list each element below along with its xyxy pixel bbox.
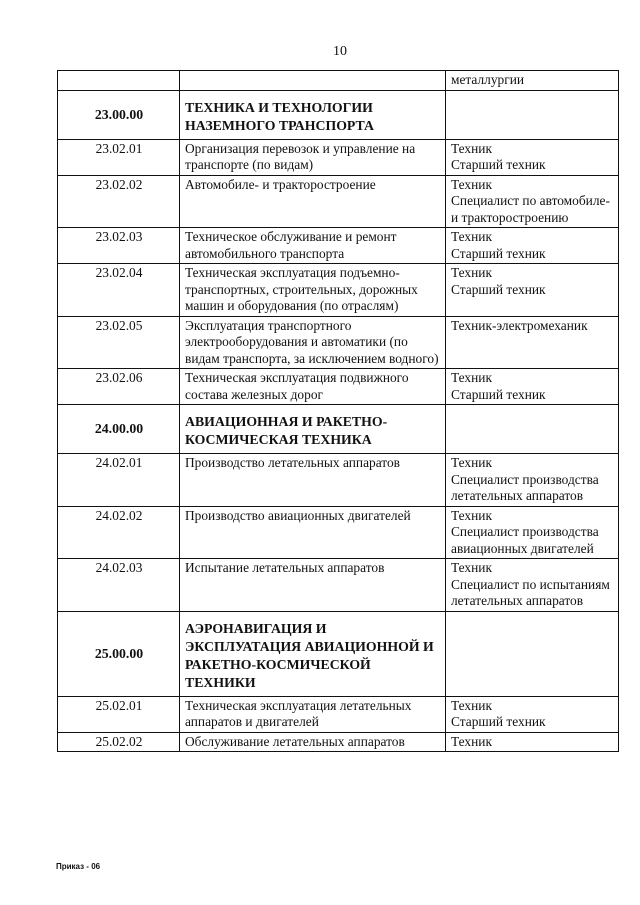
specialty-name-cell (180, 71, 446, 91)
qualification-cell (446, 454, 619, 507)
specialty-name-cell: Техническая эксплуатация летательных аппаратов и двигателей (180, 696, 446, 732)
qualification-cell (446, 175, 619, 228)
table-row (58, 559, 619, 612)
qualification-line: Техник (451, 140, 492, 156)
specialty-name-cell: Эксплуатация транспортного электрооборудования и автоматики (по видам транспорта, за исключением водного) (180, 316, 446, 369)
specialty-code-cell: 23.02.02 (58, 175, 180, 228)
qualification-cell (446, 228, 619, 264)
qualification-line: Старший техник (451, 281, 546, 297)
footer-order-mark: Приказ - 06 (56, 862, 101, 871)
specialty-code-cell: 24.02.02 (58, 506, 180, 559)
table-row (58, 228, 619, 264)
qualification-line: Специалист по автомобиле- и тракторостроению (451, 193, 610, 225)
specialty-code-cell: 24.02.03 (58, 559, 180, 612)
qualification-line: Техник (451, 455, 492, 470)
specialty-code-cell: 23.02.04 (58, 264, 180, 317)
group-row (58, 90, 619, 139)
qualification-cell (446, 732, 619, 752)
qualification-line: Специалист по испытаниям летательных аппаратов (451, 576, 610, 608)
qualification-cell (446, 90, 619, 139)
qualification-cell (446, 71, 619, 91)
table-row (58, 264, 619, 317)
qualification-line: Техник (451, 370, 492, 385)
qualification-cell (446, 264, 619, 317)
specialty-code-cell: 24.02.01 (58, 454, 180, 507)
table-row (58, 71, 619, 91)
qualification-line: Техник (451, 507, 492, 523)
qualification-line: Старший техник (451, 245, 546, 261)
table-row (58, 696, 619, 732)
specialty-name-cell: Производство летательных аппаратов (180, 454, 446, 507)
specialty-name-cell: АВИАЦИОННАЯ И РАКЕТНО-КОСМИЧЕСКАЯ ТЕХНИКА (180, 405, 446, 454)
table-row (58, 175, 619, 228)
specialty-name-cell: Обслуживание летательных аппаратов (180, 732, 446, 752)
specialty-code-cell: 23.02.06 (58, 369, 180, 405)
table-row (58, 454, 619, 507)
specialty-code-cell: 25.00.00 (58, 611, 180, 696)
qualification-line: Техник (451, 229, 492, 244)
specialty-code-cell: 25.02.01 (58, 696, 180, 732)
table-row (58, 506, 619, 559)
specialty-name-cell: АЭРОНАВИГАЦИЯ И ЭКСПЛУАТАЦИЯ АВИАЦИОННОЙ И РАКЕТНО-КОСМИЧЕСКОЙ ТЕХНИКИ (180, 611, 446, 696)
group-row (58, 611, 619, 696)
specialty-name-cell: Организация перевозок и управление на транспорте (по видам) (180, 139, 446, 175)
specialty-name-cell: Автомобиле- и тракторостроение (180, 175, 446, 228)
qualification-line: металлургии (451, 72, 525, 87)
qualification-line: Техник-электромеханик (451, 317, 588, 333)
qualification-line: Специалист производства летательных аппаратов (451, 471, 599, 503)
table-body (58, 71, 619, 752)
qualification-cell (446, 559, 619, 612)
page-number: 10 (333, 44, 347, 59)
qualification-cell (446, 506, 619, 559)
qualification-line: Специалист производства авиационных двигателей (451, 524, 599, 556)
specialty-code-cell: 23.00.00 (58, 90, 180, 139)
table-row (58, 139, 619, 175)
specialty-code-cell: 23.02.03 (58, 228, 180, 264)
table-row (58, 369, 619, 405)
specialty-name-cell: Производство авиационных двигателей (180, 506, 446, 559)
qualification-cell (446, 316, 619, 369)
qualification-line: Старший техник (451, 714, 546, 729)
qualification-line: Техник (451, 733, 492, 749)
specialty-name-cell: Техническая эксплуатация подъемно-транспортных, строительных, дорожных машин и оборудования (по отраслям) (180, 264, 446, 317)
specialty-name-cell: ТЕХНИКА И ТЕХНОЛОГИИ НАЗЕМНОГО ТРАНСПОРТА (180, 90, 446, 139)
specialty-code-cell: 25.02.02 (58, 732, 180, 752)
qualification-cell (446, 696, 619, 732)
qualification-cell (446, 139, 619, 175)
qualification-cell (446, 369, 619, 405)
specialty-name-cell: Техническая эксплуатация подвижного состава железных дорог (180, 369, 446, 405)
table-row (58, 732, 619, 752)
qualification-cell (446, 405, 619, 454)
specialty-name-cell: Испытание летательных аппаратов (180, 559, 446, 612)
specialty-code-cell (58, 71, 180, 91)
group-row (58, 405, 619, 454)
qualification-line: Техник (451, 697, 492, 713)
specialty-code-cell: 24.00.00 (58, 405, 180, 454)
qualification-line: Старший техник (451, 157, 546, 172)
qualification-line: Техник (451, 176, 492, 192)
qualification-line: Техник (451, 265, 492, 280)
table-row (58, 316, 619, 369)
qualification-line: Старший техник (451, 386, 546, 402)
specialty-code-cell: 23.02.05 (58, 316, 180, 369)
qualification-line: Техник (451, 560, 492, 575)
qualification-cell (446, 611, 619, 696)
specialties-table (57, 70, 619, 752)
specialty-code-cell: 23.02.01 (58, 139, 180, 175)
specialty-name-cell: Техническое обслуживание и ремонт автомобильного транспорта (180, 228, 446, 264)
